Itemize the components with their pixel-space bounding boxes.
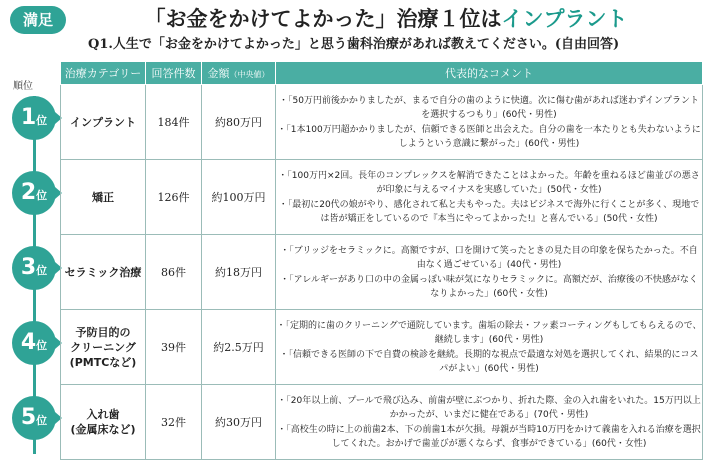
comments-cell <box>276 310 703 385</box>
rank-badge-3 <box>12 246 56 290</box>
category-cell: 矯正 <box>61 160 146 235</box>
category-line: (PMTCなど) <box>69 355 137 369</box>
header-amount-label: 金額 <box>207 67 230 80</box>
rank-number: 4 <box>20 330 37 355</box>
rank-column-label: 順位 <box>13 81 33 92</box>
comments-cell <box>276 85 703 160</box>
title-highlight: インプラント <box>501 7 628 31</box>
comment: ・「20年以上前、プールで飛び込み、前歯が壁にぶつかり、折れた際、金の入れ歯をいれた。15万円以上かかったが、いまだに健在である」(70代・男性) <box>277 395 701 420</box>
rank-badge-1 <box>12 96 56 140</box>
table-row <box>61 160 703 235</box>
rank-unit: 位 <box>36 264 48 277</box>
comment: ・「最初に20代の娘がやり、感化されて私と夫もやった。夫はビジネスで海外に行くことが多く、現地では皆が矯正をしているので『本当にやってよかった!』と喜んでいる」(50代・女性) <box>278 199 700 224</box>
title-prefix: 「お金をかけてよかった」治療１位は <box>144 7 502 31</box>
category-line: (金属床など) <box>70 423 136 436</box>
category-cell <box>61 310 146 385</box>
rank-unit: 位 <box>36 114 48 127</box>
count-cell: 86件 <box>146 235 202 310</box>
comment: ・「1本100万円超かかりましたが、信頼できる医師と出会えた。自分の歯を一本たりとも失わないようにしようという意識に繋がった」(60代・男性) <box>277 124 701 149</box>
rank-badge-4 <box>12 321 56 365</box>
survey-question: Q1.人生で「お金をかけてよかった」と思う歯科治療があれば教えてください。(自由回答) <box>88 37 620 52</box>
amount-cell: 約80万円 <box>202 85 276 160</box>
rank-number: 5 <box>20 405 37 430</box>
amount-cell: 約18万円 <box>202 235 276 310</box>
rank-number: 1 <box>20 105 37 130</box>
comments-cell <box>276 235 703 310</box>
count-cell: 32件 <box>146 385 202 460</box>
header-amount-note: （中央値） <box>229 70 270 79</box>
comment: ・「アレルギーがあり口の中の金属っぽい味が気になりセラミックに。高額だが、治療後の不快感がなくなりよかった」(60代・女性) <box>280 274 698 299</box>
count-cell: 184件 <box>146 85 202 160</box>
table-row <box>61 310 703 385</box>
category-cell: インプラント <box>61 85 146 160</box>
comment: ・「100万円×2回。長年のコンプレックスを解消できたことはよかった。年齢を重ねるほど歯並びの悪さが印象に与えるマイナスを実感していた」(50代・女性) <box>278 170 700 195</box>
table-header-row <box>61 62 703 85</box>
category-cell: セラミック治療 <box>61 235 146 310</box>
table-row <box>61 85 703 160</box>
header-comments: 代表的なコメント <box>276 62 703 85</box>
category-line: クリーニング <box>70 340 136 354</box>
rank-badge-2 <box>12 171 56 215</box>
category-cell <box>61 385 146 460</box>
comment: ・「信頼できる医師の下で自費の検診を継続。長期的な視点で最適な対処を選択してくれ、結果的にコスパがよい」(60代・男性) <box>279 349 699 374</box>
count-cell: 39件 <box>146 310 202 385</box>
rank-unit: 位 <box>36 189 48 202</box>
rank-unit: 位 <box>36 414 48 427</box>
comment: ・「ブリッジをセラミックに。高額ですが、口を開けて笑ったときの見た目の印象を保ちたかった。不自由なく過ごせている」(40代・男性) <box>280 245 698 270</box>
rank-number: 3 <box>20 255 37 280</box>
rank-number: 2 <box>20 180 37 205</box>
header-category: 治療カテゴリー <box>61 62 146 85</box>
satisfaction-badge: 満足 <box>10 6 66 34</box>
comments-cell <box>276 385 703 460</box>
page-title <box>70 3 702 35</box>
rank-unit: 位 <box>36 339 48 352</box>
table-row <box>61 235 703 310</box>
count-cell: 126件 <box>146 160 202 235</box>
comment: ・「定期的に歯のクリーニングで通院しています。歯垢の除去・フッ素コーティングもしてもらえるので、継続します」(60代・男性) <box>276 320 702 345</box>
header-amount <box>202 62 276 85</box>
comment: ・「高校生の時に上の前歯2本、下の前歯1本が欠損。母親が当時10万円をかけて義歯を入れる治療を選択してくれた。おかげで歯並びが悪くならず、食事ができている」(60代・女性) <box>277 424 701 449</box>
amount-cell: 約2.5万円 <box>202 310 276 385</box>
comment: ・「50万円前後かかりましたが、まるで自分の歯のように快適。次に傷む歯があれば迷わずインプラントを選択するつもり」(60代・男性) <box>278 95 700 120</box>
treatment-ranking-table <box>60 61 703 460</box>
header-count: 回答件数 <box>146 62 202 85</box>
rank-badge-5 <box>12 396 56 440</box>
category-line: 入れ歯 <box>86 408 120 421</box>
amount-cell: 約100万円 <box>202 160 276 235</box>
table-row <box>61 385 703 460</box>
category-line: 予防目的の <box>75 325 131 339</box>
amount-cell: 約30万円 <box>202 385 276 460</box>
comments-cell <box>276 160 703 235</box>
